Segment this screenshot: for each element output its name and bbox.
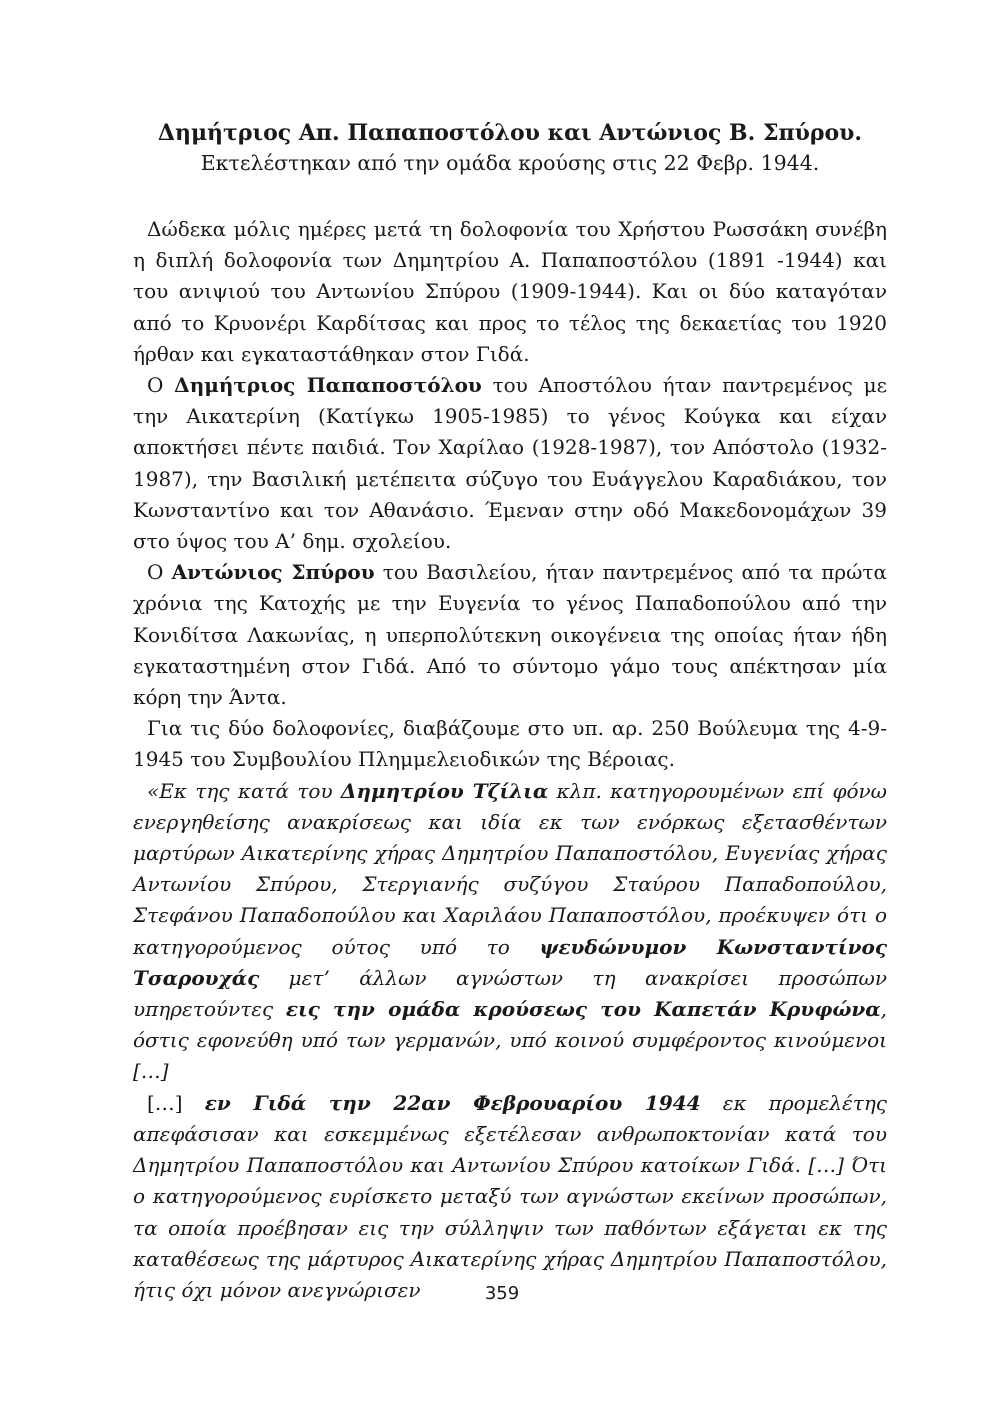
paragraph-intro: Δώδεκα μόλις ημέρες μετά τη δολοφονία του Χρήστου Ρωσσάκη συνέβη η διπλή δολοφονία των Δημητρίου Α. Παπαποστόλου (1891 -1944) και του ανιψιού του Αντωνίου Σπύρου (1909-1944). Και οι δύο καταγόταν από το Κρυονέρι Καρδίτσας και προς το τέλος της δεκαετίας του 1920 ήρθαν και εγκαταστάθηκαν στον Γιδά.: [133, 217, 887, 366]
paragraph-antonios-prefix: Ο: [147, 560, 172, 585]
paragraph-antonios-text: του Βασιλείου, ήταν παντρεμένος από τα πρώτα χρόνια της Κατοχής με την Ευγενία το γένος Παπαδοπούλου από την Κονιδίτσα Λακωνίας, η υπερπολύτεκνη οικογένεια της οποίας ήταν ήδη εγκαταστημένη στον Γιδά. Από το σύντομο γάμο τους απέκτησαν μία κόρη την Άντα.: [133, 560, 888, 710]
name-antonios: Αντώνιος Σπύρου: [171, 560, 375, 585]
paragraph-dimitrios: [133, 370, 887, 557]
quote-1-part-a: «Εκ της κατά του: [147, 778, 341, 803]
quote-paragraph-1: [133, 776, 887, 1088]
chapter-subtitle: Εκτελέστηκαν από την ομάδα κρούσης στις 22 Φεβρ. 1944.: [200, 151, 820, 175]
paragraph-verdict-intro: Για τις δύο δολοφονίες, διαβάζουμε στο υπ. αρ. 250 Βούλευμα της 4-9-1945 του Συμβουλίου Πλημμελειοδικών της Βέροιας.: [133, 716, 887, 772]
quote-paragraph-2: [133, 1088, 887, 1306]
quote-1-part-e: μετ’ άλλων αγνώστων τη ανακρίσει προσώπων υπηρετούντες: [133, 965, 887, 1022]
page-body: [133, 118, 887, 1306]
paragraph-dimitrios-text: του Αποστόλου ήταν παντρεμένος με την Αικατερίνη (Κατίγκω 1905-1985) το γένος Κούγκα και είχαν αποκτήσει πέντε παιδιά. Τον Χαρίλαο (1928-1987), τον Απόστολο (1932-1987), την Βασιλική μετέπειτα σύζυγο του Ευάγγελου Καραδιάκου, τον Κωνσταντίνο και τον Αθανάσιο. Έμεναν στην οδό Μακεδονομάχων 39 στο ύψος του Α’ δημ. σχολείου.: [133, 373, 887, 554]
paragraph-dimitrios-prefix: Ο: [147, 373, 175, 398]
quote-1-part-c: κλπ. κατηγορουμένων επί φόνω ενεργηθείσης ανακρίσεως και ιδία εκ των ενόρκως εξετασθέντων μαρτύρων Αικατερίνης χήρας Δημητρίου Παπαποστόλου, Ευγενίας χήρας Αντωνίου Σπύρου, Στεργιανής συζύγου Σταύρου Παπαδοπούλου, Στεφάνου Παπαδοπούλου και Χαριλάου Παπαποστόλου, προέκυψεν ότι ο κατηγορούμενος ούτος υπό το: [133, 778, 887, 959]
chapter-title: Δημήτριος Απ. Παπαποστόλου και Αντώνιος Β. Σπύρου.: [157, 120, 863, 146]
quote-1-pseudonym: ψευδώνυμον Κωνσταντίνος Τσαρουχάς: [133, 934, 887, 990]
quote-2-part-a: […]: [147, 1090, 205, 1115]
quote-1-part-g: , όστις εφονεύθη υπό των γερμανών, υπό κοινού συμφέροντος κινούμενοι […]: [133, 997, 887, 1084]
name-dimitrios: Δημήτριος Παπαποστόλου: [174, 373, 482, 398]
quote-2-date: εν Γιδά την 22αν Φεβρουαρίου 1944: [204, 1090, 701, 1115]
quote-1-name-tzilias: Δημητρίου Τζίλια: [340, 778, 549, 803]
page-number: 359: [484, 1283, 520, 1304]
chapter-heading: [133, 118, 887, 178]
paragraph-antonios: [133, 557, 887, 713]
quote-1-strike-group: εις την ομάδα κρούσεως του Καπετάν Κρυφώνα: [285, 997, 881, 1022]
quote-2-part-c: εκ προμελέτης απεφάσισαν και εσκεμμένως εξετέλεσαν ανθρωποκτονίαν κατά του Δημητρίου Παπαποστόλου και Αντωνίου Σπύρου κατοίκων Γιδά. […] Ότι ο κατηγορούμενος ευρίσκετο μεταξύ των αγνώστων εκείνων προσώπων, τα οποία προέβησαν εις την σύλληψιν των παθόντων εξάγεται εκ της καταθέσεως της μάρτυρος Αικατερίνης χήρας Δημητρίου Παπαποστόλου, ήτις όχι μόνον ανεγνώρισεν: [133, 1090, 888, 1302]
